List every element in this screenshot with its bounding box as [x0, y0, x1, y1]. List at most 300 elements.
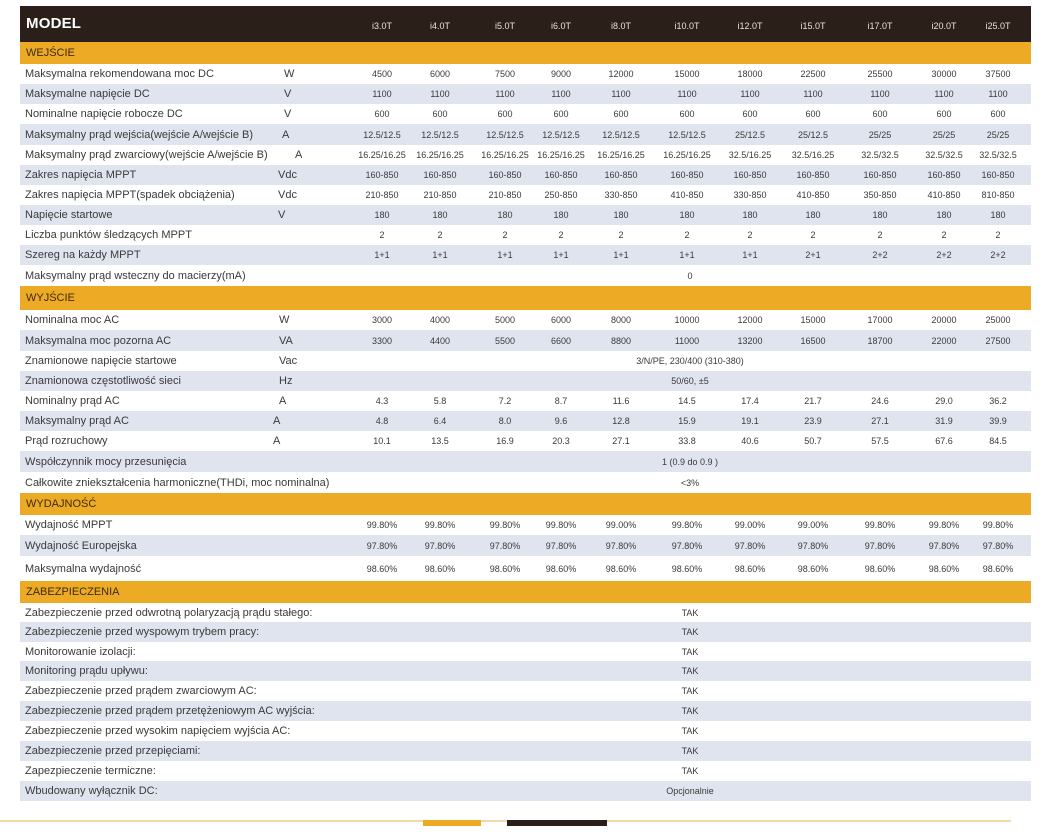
row-value: 57.5: [871, 436, 889, 446]
row-value: 8.7: [554, 396, 568, 406]
row-value: 25/12.5: [797, 129, 829, 140]
row-value-merged: TAK: [681, 686, 699, 696]
row-value: 160-850: [927, 170, 961, 180]
row-value: 12000: [608, 69, 634, 79]
row-value: 98.60%: [545, 563, 577, 574]
row-value: 15.9: [678, 416, 696, 426]
row-value: 160-850: [981, 170, 1015, 180]
row-value: 2: [379, 230, 385, 240]
row-value: 1100: [495, 89, 515, 99]
row-value: 98.60%: [797, 563, 829, 574]
row-value: 2+1: [805, 250, 821, 260]
row-value: 5.8: [433, 396, 447, 406]
row-value: 17.4: [741, 396, 759, 406]
row-unit: A: [273, 435, 281, 447]
table-row: [20, 472, 1031, 493]
row-value: 12.8: [612, 416, 630, 426]
row-value: 19.1: [741, 416, 759, 426]
section-header: [20, 42, 1031, 64]
row-value-merged: TAK: [681, 726, 699, 736]
row-value: 98.60%: [605, 563, 637, 574]
row-value: 99.80%: [864, 520, 896, 530]
table-row: [20, 371, 1031, 391]
row-value: 160-850: [365, 170, 399, 180]
table-row: [20, 431, 1031, 451]
row-value: 98.60%: [928, 563, 960, 574]
row-value: 600: [553, 109, 569, 119]
row-label: Maksymalna wydajność: [25, 562, 142, 575]
row-unit: A: [295, 149, 303, 161]
row-unit: W: [279, 314, 290, 326]
row-value: 11.6: [612, 396, 630, 406]
row-value: 180: [805, 210, 821, 220]
row-value: 160-850: [544, 170, 578, 180]
row-unit: W: [284, 68, 295, 80]
row-value: 97.80%: [366, 540, 398, 551]
row-value: 27.1: [612, 436, 630, 446]
row-value-merged: 3/N/PE, 230/400 (310-380): [636, 356, 744, 366]
row-value: 12.5/12.5: [421, 129, 459, 140]
table-row: [20, 603, 1031, 622]
row-value: 16.25/16.25: [481, 150, 529, 160]
row-value: 1100: [740, 89, 760, 99]
row-label: Nominalne napięcie robocze DC: [25, 108, 183, 120]
row-value: 1+1: [679, 250, 695, 260]
row-value: 1100: [934, 89, 954, 99]
row-value: 16.25/16.25: [537, 150, 585, 160]
row-label: Zabezpieczenie przed wyspowym trybem pracy:: [25, 626, 260, 638]
row-value: 410-850: [670, 190, 704, 200]
row-value: 50.7: [804, 436, 822, 446]
table-row: [20, 124, 1031, 145]
row-value: 36.2: [989, 396, 1007, 406]
row-value: 180: [432, 210, 448, 220]
row-value: 31.9: [935, 416, 953, 426]
row-value: 1+1: [374, 250, 390, 260]
row-value: 180: [742, 210, 758, 220]
row-value: 13.5: [431, 436, 449, 446]
row-value: 4000: [429, 315, 451, 325]
row-value: 23.9: [804, 416, 822, 426]
row-value: 99.80%: [489, 520, 521, 530]
page-tab-dark: [507, 820, 607, 826]
row-value: 2: [558, 230, 564, 240]
row-value: 16.25/16.25: [358, 150, 406, 160]
row-label: Zabezpieczenie przed wysokim napięciem wyjścia AC:: [25, 725, 291, 737]
row-label: Zakres napięcia MPPT(spadek obciążenia): [25, 189, 235, 201]
row-value: 29.0: [935, 396, 953, 406]
row-value: 600: [613, 109, 629, 119]
row-unit: A: [279, 395, 287, 407]
row-value: 2: [877, 230, 883, 240]
model-header-cell: i25.0T: [985, 21, 1011, 31]
row-value-merged: TAK: [681, 607, 699, 618]
row-value: 98.60%: [366, 563, 398, 574]
row-value: 9000: [550, 69, 572, 79]
row-unit: V: [284, 88, 292, 100]
row-value: 600: [432, 109, 448, 119]
row-value: 180: [872, 210, 888, 220]
row-value: 1100: [677, 89, 697, 99]
row-label: Całkowite zniekształcenia harmoniczne(THDi, moc nominalna): [25, 476, 330, 489]
row-value: 67.6: [935, 436, 953, 446]
row-label: Maksymalny prąd zwarciowy(wejście A/wejście B): [25, 149, 268, 161]
row-value: 12.5/12.5: [668, 129, 706, 140]
row-value: 4.8: [375, 416, 389, 426]
model-header-cell: i20.0T: [931, 21, 957, 31]
row-value: 2+2: [990, 250, 1006, 260]
table-row: [20, 145, 1031, 165]
table-row: [20, 556, 1031, 581]
row-value: 15000: [800, 315, 826, 325]
row-value: 16.9: [496, 436, 514, 446]
row-unit: V: [284, 108, 292, 120]
row-value: 160-850: [488, 170, 522, 180]
section-header: [20, 286, 1031, 310]
table-row: [20, 535, 1031, 556]
table-row: [20, 330, 1031, 351]
row-value: 1+1: [432, 250, 448, 260]
row-value: 6.4: [433, 416, 447, 426]
section-title: WYDAJNOŚĆ: [26, 498, 97, 510]
model-header-cell: i6.0T: [550, 21, 572, 31]
row-label: Znamionowe napięcie startowe: [25, 355, 177, 367]
row-value: 20.3: [552, 436, 570, 446]
row-value: 210-850: [365, 190, 399, 200]
table-row: [20, 411, 1031, 431]
spec-body: [20, 42, 1031, 801]
row-value: 6000: [429, 69, 451, 79]
row-value: 160-850: [604, 170, 638, 180]
row-value: 98.60%: [864, 563, 896, 574]
row-value: 97.80%: [928, 540, 960, 551]
row-value-merged: 50/60, ±5: [671, 376, 709, 386]
row-value: 8.0: [498, 416, 512, 426]
table-row: [20, 721, 1031, 741]
row-value: 12.5/12.5: [542, 129, 580, 140]
row-value: 99.00%: [734, 520, 766, 530]
table-row: [20, 781, 1031, 801]
row-value: 330-850: [604, 190, 638, 200]
row-value: 32.5/32.5: [979, 150, 1017, 160]
row-value-merged: TAK: [681, 746, 699, 756]
row-value: 160-850: [670, 170, 704, 180]
row-value: 32.5/32.5: [925, 150, 963, 160]
row-value: 98.60%: [424, 563, 456, 574]
row-value: 2: [810, 230, 816, 240]
row-label: Monitoring prądu upływu:: [25, 665, 148, 677]
table-row: [20, 104, 1031, 124]
row-value: 14.5: [678, 396, 696, 406]
row-value: 810-850: [981, 190, 1015, 200]
row-value: 2: [437, 230, 443, 240]
row-label: Zabezpieczenie przed odwrotną polaryzacją prądu stałego:: [25, 606, 313, 619]
row-label: Zapezpieczenie termiczne:: [25, 765, 156, 777]
row-value: 27.1: [871, 416, 889, 426]
row-label: Współczynnik mocy przesunięcia: [25, 455, 187, 468]
row-value: 25500: [867, 69, 893, 79]
row-value: 32.5/16.25: [728, 150, 772, 160]
section-header: [20, 493, 1031, 515]
model-title: MODEL: [26, 15, 82, 32]
row-value: 40.6: [741, 436, 759, 446]
row-value: 99.00%: [605, 520, 637, 530]
row-value: 410-850: [927, 190, 961, 200]
row-unit: V: [278, 209, 286, 221]
row-value: 97.80%: [545, 540, 577, 551]
row-value: 16.25/16.25: [663, 150, 711, 160]
row-value: 39.9: [989, 416, 1007, 426]
model-header-cell: i15.0T: [800, 21, 826, 31]
table-row: [20, 391, 1031, 411]
row-value: 97.80%: [797, 540, 829, 551]
row-label: Maksymalny prąd AC: [25, 415, 129, 427]
row-value: 330-850: [733, 190, 767, 200]
row-value: 2: [618, 230, 624, 240]
row-value: 250-850: [544, 190, 578, 200]
row-value: 600: [872, 109, 888, 119]
row-value: 99.80%: [545, 520, 577, 530]
row-value: 180: [374, 210, 390, 220]
row-value: 2: [684, 230, 690, 240]
row-value: 18000: [737, 69, 763, 79]
row-value: 350-850: [863, 190, 897, 200]
row-label: Maksymalny prąd wsteczny do macierzy(mA): [25, 269, 246, 282]
row-value: 160-850: [863, 170, 897, 180]
table-row: [20, 225, 1031, 245]
table-row: [20, 185, 1031, 205]
row-value: 2: [941, 230, 947, 240]
row-value: 180: [497, 210, 513, 220]
row-value-merged: TAK: [681, 627, 699, 637]
row-value: 1100: [988, 89, 1008, 99]
row-value-merged: <3%: [680, 477, 700, 488]
row-label: Zabezpieczenie przed prądem zwarciowym AC:: [25, 685, 257, 697]
table-row: [20, 165, 1031, 185]
row-value: 210-850: [423, 190, 457, 200]
page-tab-accent: [423, 820, 481, 826]
row-value: 97.80%: [982, 540, 1014, 551]
row-value: 6000: [550, 315, 572, 325]
row-value: 98.60%: [734, 563, 766, 574]
row-value: 410-850: [796, 190, 830, 200]
row-value: 2: [995, 230, 1001, 240]
row-value: 17000: [867, 315, 893, 325]
row-value: 16.25/16.25: [416, 150, 464, 160]
row-value: 97.80%: [671, 540, 703, 551]
row-value: 600: [497, 109, 513, 119]
row-value: 98.60%: [982, 563, 1014, 574]
row-value: 3300: [371, 335, 393, 346]
row-value: 1100: [372, 89, 392, 99]
row-label: Szereg na każdy MPPT: [25, 249, 141, 261]
table-row: [20, 351, 1031, 371]
row-value: 25/25: [986, 129, 1010, 140]
table-row: [20, 515, 1031, 535]
row-value: 10.1: [373, 436, 391, 446]
row-value: 600: [936, 109, 952, 119]
row-value: 99.80%: [928, 520, 960, 530]
row-value: 1100: [551, 89, 571, 99]
table-row: [20, 741, 1031, 761]
row-label: Maksymalna moc pozorna AC: [25, 334, 172, 347]
table-row: [20, 84, 1031, 104]
model-header-cell: i10.0T: [674, 21, 700, 31]
row-value: 99.80%: [671, 520, 703, 530]
model-header-cell: i5.0T: [494, 21, 516, 31]
row-value: 97.80%: [734, 540, 766, 551]
row-value: 600: [679, 109, 695, 119]
row-value: 25/25: [868, 129, 892, 140]
row-label: Zabezpieczenie przed przepięciami:: [25, 745, 201, 757]
table-row: [20, 761, 1031, 781]
model-header-cell: i12.0T: [737, 21, 763, 31]
row-label: Maksymalna rekomendowana moc DC: [25, 68, 214, 80]
row-value: 7500: [494, 69, 516, 79]
table-row: [20, 642, 1031, 661]
row-value: 99.80%: [366, 520, 398, 530]
row-label: Nominalny prąd AC: [25, 395, 120, 407]
row-value: 1+1: [613, 250, 629, 260]
row-value: 15000: [674, 69, 700, 79]
section-header: [20, 581, 1031, 603]
row-unit: A: [282, 128, 290, 141]
row-value: 2+2: [936, 250, 952, 260]
row-value: 600: [374, 109, 390, 119]
model-header: [20, 6, 1031, 42]
row-value: 99.80%: [424, 520, 456, 530]
bottom-divider: [0, 820, 1011, 822]
row-value: 180: [679, 210, 695, 220]
row-unit: Vdc: [278, 169, 297, 181]
model-header-cell: i17.0T: [867, 21, 893, 31]
row-value: 4.3: [375, 396, 389, 406]
row-value: 99.00%: [797, 520, 829, 530]
row-value: 7.2: [498, 396, 512, 406]
row-label: Napięcie startowe: [25, 209, 113, 221]
row-label: Zabezpieczenie przed prądem przetężeniowym AC wyjścia:: [25, 705, 315, 717]
row-value: 21.7: [804, 396, 822, 406]
row-label: Nominalna moc AC: [25, 314, 120, 326]
row-value: 97.80%: [424, 540, 456, 551]
table-row: [20, 205, 1031, 225]
spec-table: [20, 6, 1031, 801]
table-row: [20, 701, 1031, 721]
row-value-merged: TAK: [681, 646, 699, 657]
row-value: 5500: [494, 335, 516, 346]
row-label: Liczba punktów śledzących MPPT: [25, 229, 192, 241]
row-label: Zakres napięcia MPPT: [25, 169, 137, 181]
table-row: [20, 265, 1031, 286]
table-row: [20, 451, 1031, 472]
row-label: Wydajność Europejska: [25, 539, 137, 552]
table-row: [20, 310, 1031, 330]
model-header-cell: i4.0T: [429, 21, 451, 31]
row-label: Maksymalne napięcie DC: [25, 88, 150, 100]
row-unit: A: [273, 415, 281, 427]
row-label: Wbudowany wyłącznik DC:: [25, 785, 158, 797]
row-value: 27500: [985, 335, 1011, 346]
row-value-merged: TAK: [681, 666, 699, 676]
row-value: 600: [742, 109, 758, 119]
row-value: 1100: [803, 89, 823, 99]
row-unit: Vac: [279, 355, 298, 367]
row-value: 8000: [610, 315, 632, 325]
section-title: WYJŚCIE: [26, 292, 75, 304]
row-value: 160-850: [796, 170, 830, 180]
row-value: 22000: [931, 335, 957, 346]
row-value: 3000: [371, 315, 393, 325]
table-row: [20, 245, 1031, 265]
section-title: WEJŚCIE: [26, 47, 75, 59]
row-value: 30000: [931, 69, 957, 79]
row-value: 8800: [610, 335, 632, 346]
row-value: 4500: [371, 69, 393, 79]
row-value: 98.60%: [489, 563, 521, 574]
row-value: 4400: [429, 335, 451, 346]
row-value: 2+2: [872, 250, 888, 260]
row-value: 180: [936, 210, 952, 220]
row-value: 180: [990, 210, 1006, 220]
row-unit: Hz: [279, 375, 293, 387]
row-value: 33.8: [678, 436, 696, 446]
row-value: 97.80%: [864, 540, 896, 551]
row-value: 180: [553, 210, 569, 220]
row-value: 37500: [985, 69, 1011, 79]
row-unit: Vdc: [278, 189, 297, 201]
row-label: Prąd rozruchowy: [25, 435, 108, 447]
row-value: 1+1: [742, 250, 758, 260]
row-value: 9.6: [554, 416, 568, 426]
row-value: 11000: [674, 335, 700, 346]
row-value: 2: [502, 230, 508, 240]
row-value: 20000: [931, 315, 957, 325]
row-value: 99.80%: [982, 520, 1014, 530]
row-value: 1100: [430, 89, 450, 99]
model-header-cell: i8.0T: [610, 21, 632, 31]
row-value: 32.5/16.25: [791, 150, 835, 160]
row-value: 12.5/12.5: [486, 129, 524, 140]
row-value: 25000: [985, 315, 1011, 325]
row-value: 1100: [870, 89, 890, 99]
row-value: 97.80%: [605, 540, 637, 551]
row-value: 12.5/12.5: [363, 129, 401, 140]
table-row: [20, 661, 1031, 681]
row-value: 18700: [867, 335, 893, 346]
row-value: 98.60%: [671, 563, 703, 574]
row-unit: VA: [279, 334, 293, 347]
row-value: 13200: [737, 335, 763, 346]
row-value: 1+1: [553, 250, 569, 260]
row-value-merged: TAK: [681, 766, 699, 776]
table-row: [20, 622, 1031, 642]
row-value: 180: [613, 210, 629, 220]
model-header-cell: i3.0T: [371, 21, 393, 31]
table-row: [20, 64, 1031, 84]
row-value: 2: [747, 230, 753, 240]
row-value: 600: [990, 109, 1006, 119]
row-value: 6600: [550, 335, 572, 346]
row-value: 1+1: [497, 250, 513, 260]
row-value: 160-850: [733, 170, 767, 180]
row-value: 25/25: [932, 129, 956, 140]
row-value: 160-850: [423, 170, 457, 180]
row-label: Znamionowa częstotliwość sieci: [25, 375, 181, 387]
row-value-merged: 1 (0.9 do 0.9 ): [661, 456, 719, 467]
row-value: 25/12.5: [734, 129, 766, 140]
row-label: Maksymalny prąd wejścia(wejście A/wejście B): [25, 128, 254, 141]
row-value: 12000: [737, 315, 763, 325]
